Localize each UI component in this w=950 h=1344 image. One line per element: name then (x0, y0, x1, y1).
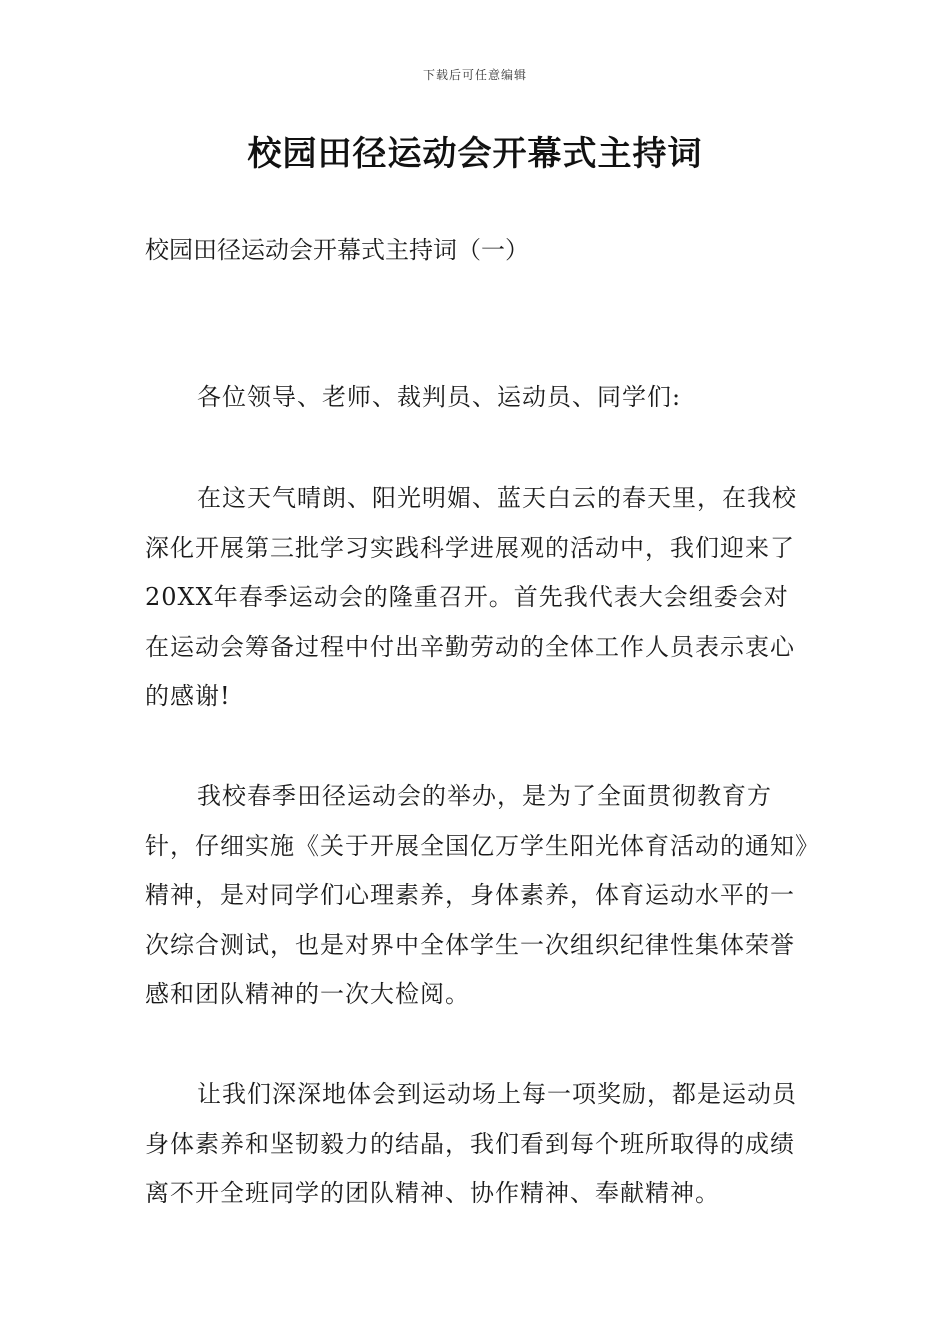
body-paragraph: 在这天气晴朗、阳光明媚、蓝天白云的春天里，在我校深化开展第三批学习实践科学进展观的活动中，我们迎来了20XX年春季运动会的隆重召开。首先我代表大会组委会对在运动会筹备过程中付出辛勤劳动的全体工作人员表示衷心的感谢! (145, 484, 797, 710)
document-subtitle: 校园田径运动会开幕式主持词（一） (145, 236, 529, 264)
body-paragraph: 让我们深深地体会到运动场上每一项奖励，都是运动员身体素养和坚韧毅力的结晶，我们看到每个班所取得的成绩离不开全班同学的团队精神、协作精神、奉献精神。 (145, 1080, 797, 1207)
body-paragraph: 我校春季田径运动会的举办，是为了全面贯彻教育方针，仔细实施《关于开展全国亿万学生阳光体育活动的通知》精神，是对同学们心理素养，身体素养，体育运动水平的一次综合测试，也是对界中全体学生一次组织纪律性集体荣誉感和团队精神的一次大检阅。 (145, 782, 808, 1008)
greeting-paragraph: 各位领导、老师、裁判员、运动员、同学们: (197, 383, 682, 411)
document-title: 校园田径运动会开幕式主持词 (247, 134, 703, 174)
header-note: 下载后可任意编辑 (422, 68, 527, 82)
